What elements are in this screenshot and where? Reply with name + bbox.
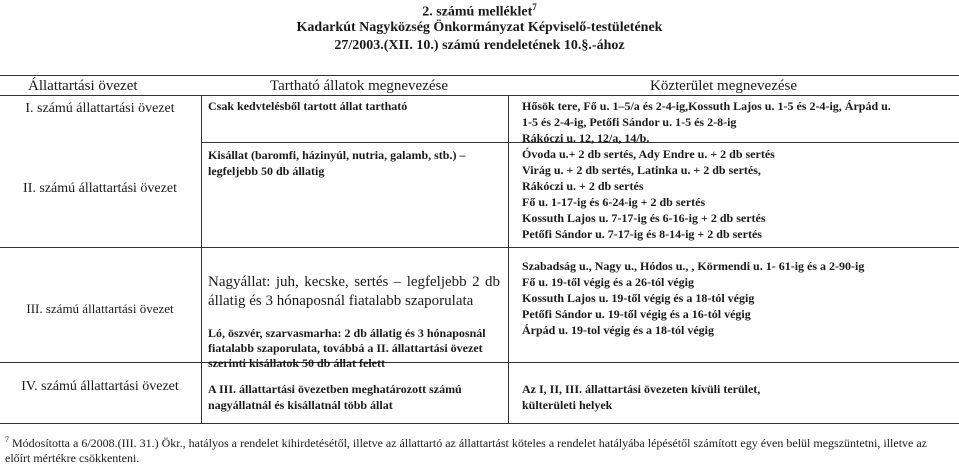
area-line: Hősök tere, Fő u. 1–5/a és 2-4-ig,Kossuth Lajos u. 1-5 és 2-4-ig, Árpád u. <box>522 99 891 113</box>
area-line: Petőfi Sándor u. 19-től végig és a 16-tól végig <box>522 307 751 321</box>
area-line: Rákóczi u. 12, 12/a, 14/b. <box>522 131 650 145</box>
area-line: Az I, II, III. állattartási övezeten kívüli terület, <box>522 382 761 396</box>
column-divider-1 <box>201 95 202 423</box>
horse-cattle-text: Ló, öszvér, szarvasmarha: 2 db állatig és 3 hónaposnál fiatalabb szaporulata, továbbá a II. állattartási övezet szerinti kisállatok 50 db állat felett <box>208 326 486 370</box>
header-row-border <box>0 95 959 96</box>
area-line: Kossuth Lajos u. 19-től végig és a 18-tól végig <box>522 291 755 305</box>
area-line: 1-5 és 2-4-ig, Petőfi Sándor u. 1-5 és 2-8-ig <box>522 115 737 129</box>
decree-title: 27/2003.(XII. 10.) számú rendeletének 10.§.-ához <box>334 38 625 53</box>
areas-zone-2 <box>522 146 954 242</box>
column-header-zone: Állattartási övezet <box>28 78 138 94</box>
zone-1-label: I. számú állattartási övezet <box>25 101 175 116</box>
zone-4-label: IV. számú állattartási övezet <box>21 379 179 394</box>
row-divider-2-3 <box>0 247 959 248</box>
area-line: Szabadság u., Nagy u., Hódos u., , Körmendi u. 1- 61-ig és a 2-90-ig <box>522 259 865 273</box>
footnote-text: Módosította a 6/2008.(III. 31.) Ökr., hatályos a rendelet kihirdetésétől, illetve az állattartó az állattartást köteles a rendelet hatályába lépésétől számított egy éven belül megszüntetni, illetve az előírt mértékre csökkenteni. <box>5 436 927 465</box>
table-top-border <box>0 75 959 76</box>
area-line: külterületi helyek <box>522 398 613 412</box>
annex-title: 2. számú melléklet$^7$ <box>422 2 537 20</box>
column-divider-2 <box>508 95 509 423</box>
area-line: Kossuth Lajos u. 7-17-ig és 6-16-ig + 2 db sertés <box>522 211 766 225</box>
area-line: Óvoda u.+ 2 db sertés, Ady Endre u. + 2 db sertés <box>522 147 775 161</box>
area-line: Fő u. 19-től végig és a 26-tól végig <box>522 275 694 289</box>
table-bottom-border <box>0 423 959 424</box>
council-title: Kadarkút Nagyközség Önkormányzat Képviselő-testületének <box>296 20 663 35</box>
column-header-animals: Tartható állatok megnevezése <box>270 78 449 94</box>
area-line: Virág u. + 2 db sertés, Latinka u. + 2 db sertés, <box>522 163 761 177</box>
column-header-area: Közterület megnevezése <box>650 78 798 94</box>
footnote-ref: 7 <box>532 2 537 12</box>
footnote-marker: 7 <box>5 435 9 444</box>
zone-2-label: II. számú állattartási övezet <box>23 181 177 196</box>
area-line: Árpád u. 19-tol végig és a 18-tól végig <box>522 323 714 337</box>
areas-zone-1 <box>522 98 954 146</box>
animals-zone-3 <box>208 258 500 383</box>
animals-zone-4: A III. állattartási övezetben meghatározott számú nagyállatnál és kisállatnál több állat <box>208 382 462 412</box>
animals-zone-1: Csak kedvtelésből tartott állat tartható <box>208 99 408 113</box>
zone-3-label: III. számú állattartási övezet <box>26 301 174 316</box>
area-line: Fő u. 1-17-ig és 6-24-ig + 2 db sertés <box>522 195 706 209</box>
footnote <box>5 432 935 466</box>
area-line: Rákóczi u. + 2 db sertés <box>522 179 644 193</box>
areas-zone-3 <box>522 258 954 338</box>
areas-zone-4 <box>522 381 954 413</box>
area-line: Petőfi Sándor u. 7-17-ig és 8-14-ig + 2 db sertés <box>522 227 762 241</box>
animals-zone-2: Kisállat (baromfi, házinyúl, nutria, galamb, stb.) – legfeljebb 50 db állatig <box>208 148 466 178</box>
large-animals-text: Nagyállat: juh, kecske, sertés – legfeljebb 2 db állatig és 3 hónaposnál fiatalabb szaporulata <box>208 274 500 309</box>
